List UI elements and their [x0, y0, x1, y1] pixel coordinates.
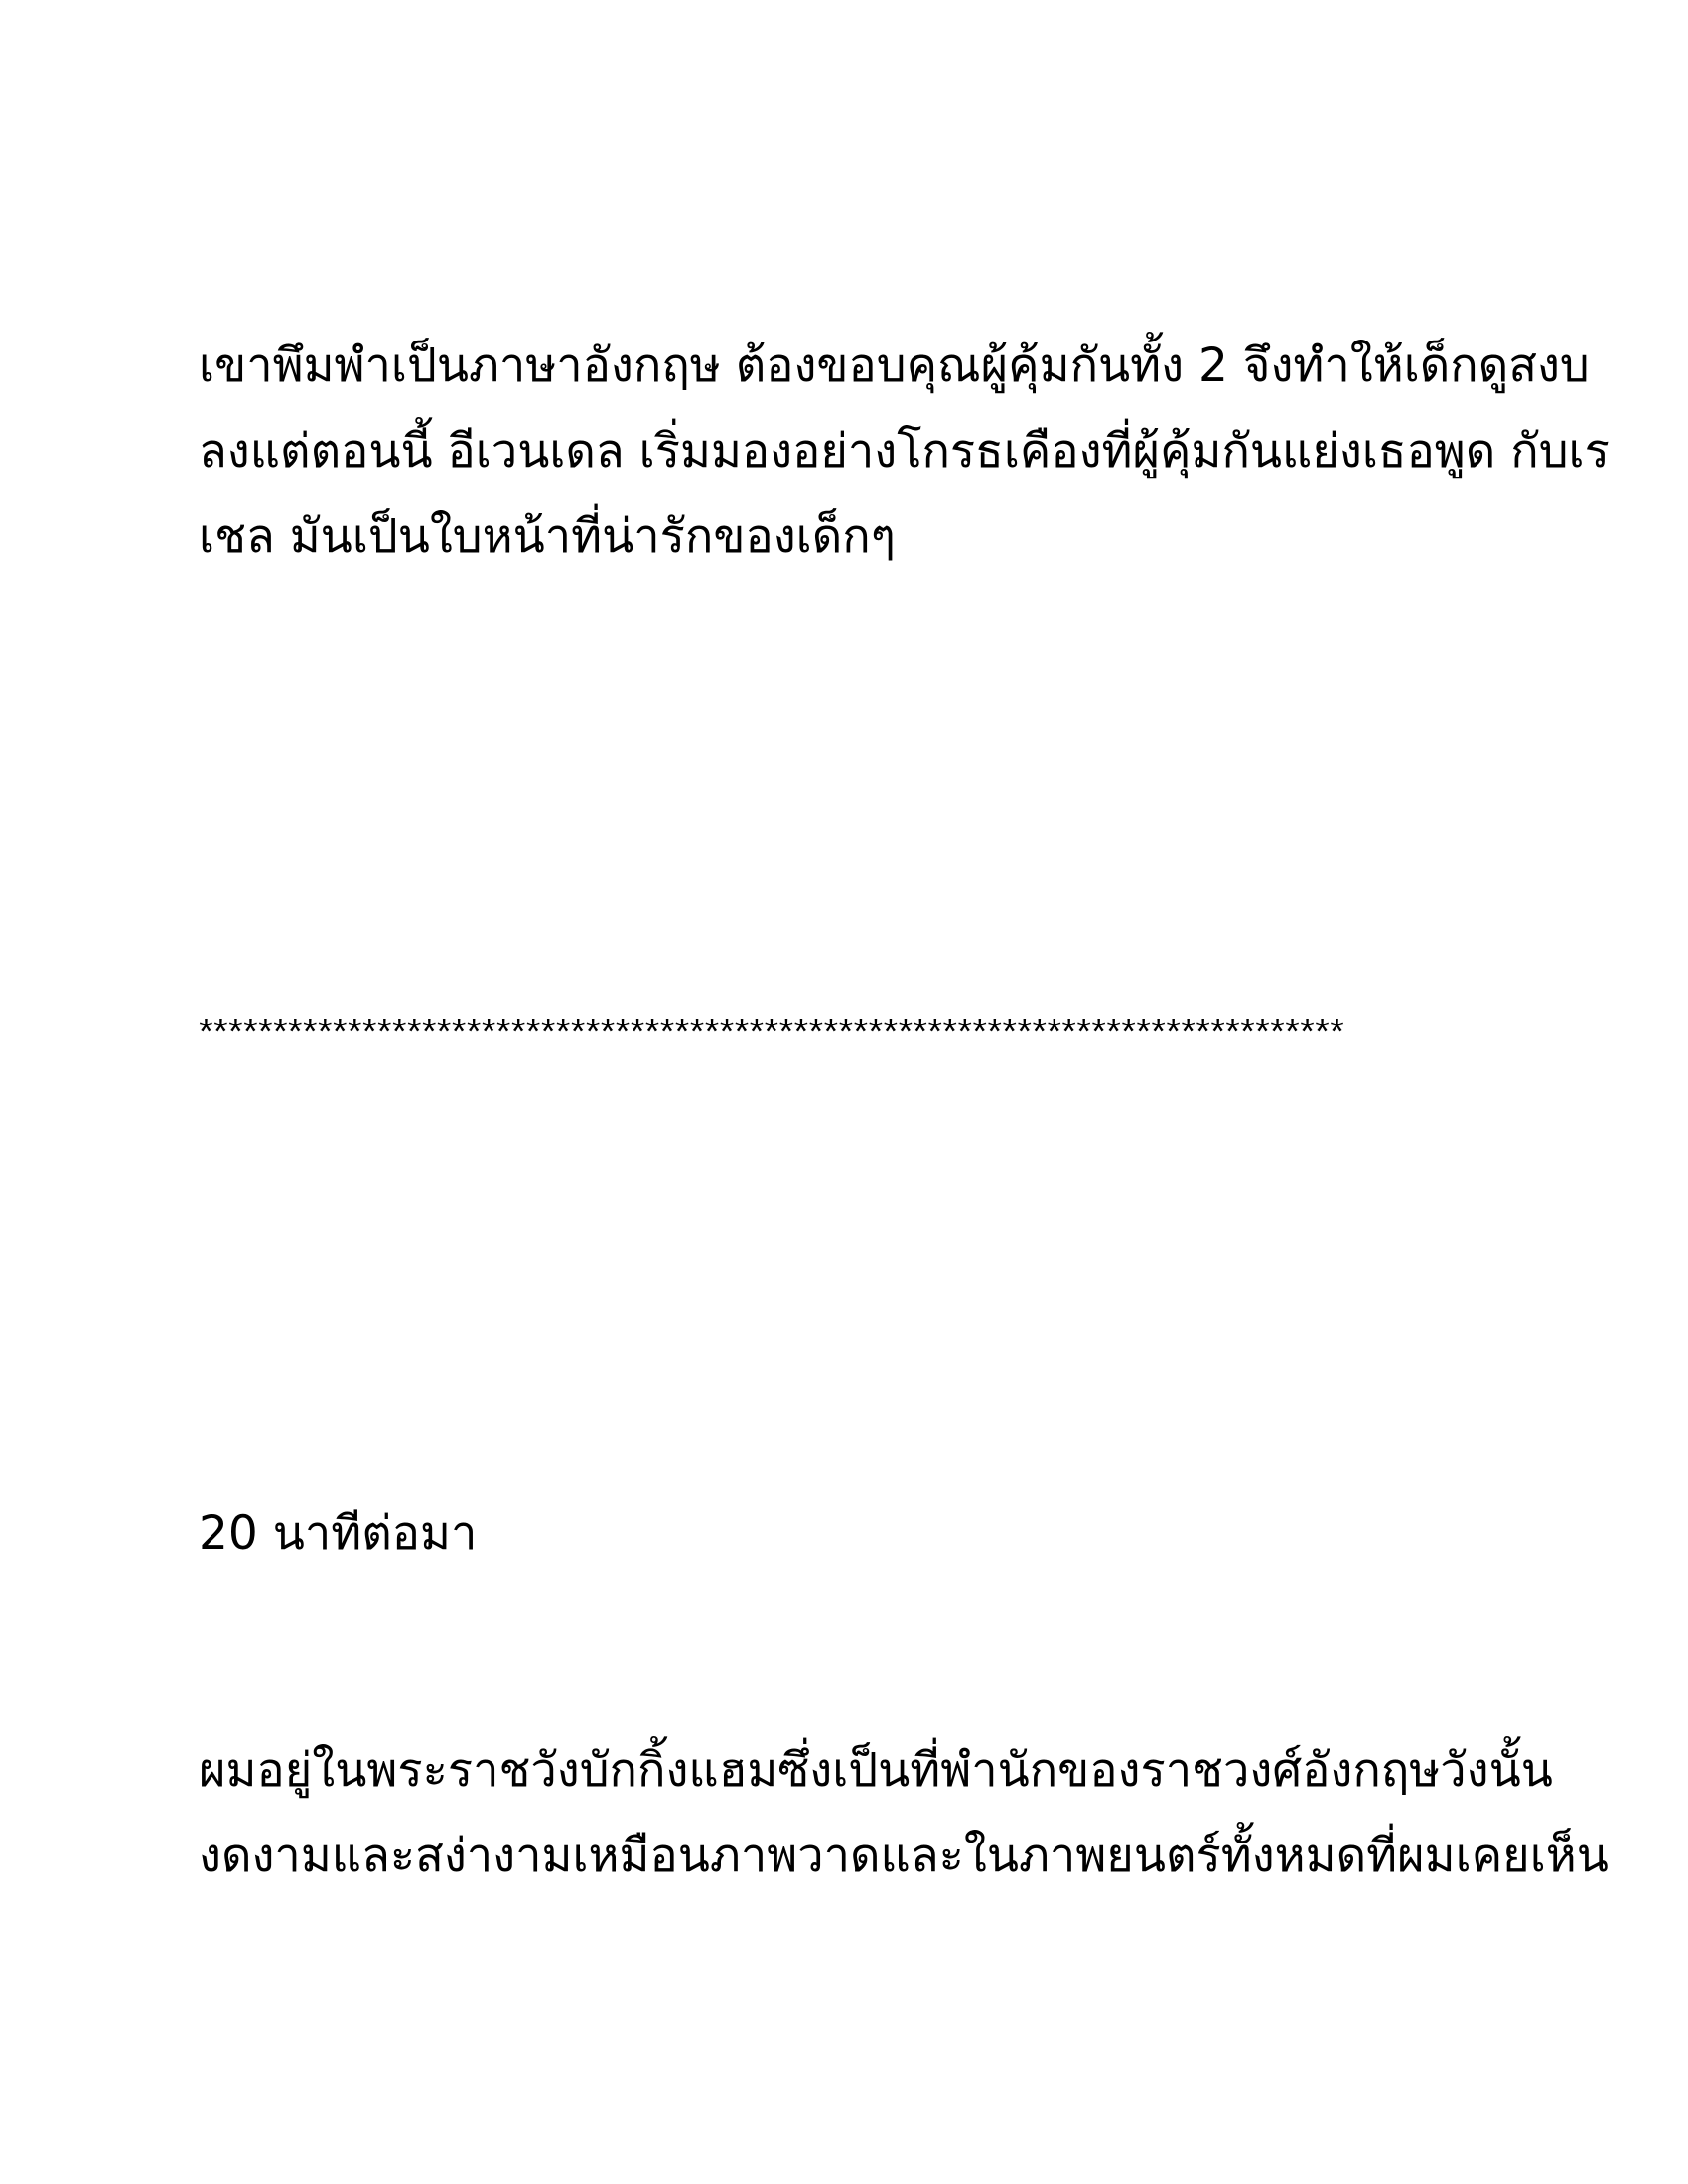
paragraph-2-line-2: งดงามและสง่างามเหมือนภาพวาดและในภาพยนตร์ทั้งหมดที่ผมเคยเห็น: [199, 1829, 1609, 1883]
paragraph-2: [199, 1728, 1609, 1899]
paragraph-2-line-1: ผมอยู่ในพระราชวังบักกิ้งแฮมซึ่งเป็นที่พำนักของราชวงศ์อังกฤษวังนั้น: [199, 1743, 1553, 1798]
paragraph-1-line-1: เขาพึมพำเป็นภาษาอังกฤษ ต้องขอบคุณผู้คุ้มกันทั้ง 2 จึงทำให้เด็กดูสงบ: [199, 339, 1590, 393]
time-marker: 20 นาทีต่อมา: [199, 1506, 478, 1561]
paragraph-1-line-2: ลงแต่ตอนนี้ อีเวนเดล เริ่มมองอย่างโกรธเคืองที่ผู้คุ้มกันแย่งเธอพูด กับเร: [199, 424, 1610, 478]
paragraph-1-line-3: เชล มันเป็นใบหน้าที่น่ารักของเด็กๆ: [199, 509, 896, 564]
paragraph-1: [199, 324, 1610, 580]
section-separator: *****************************************************************************: [199, 1012, 1345, 1053]
